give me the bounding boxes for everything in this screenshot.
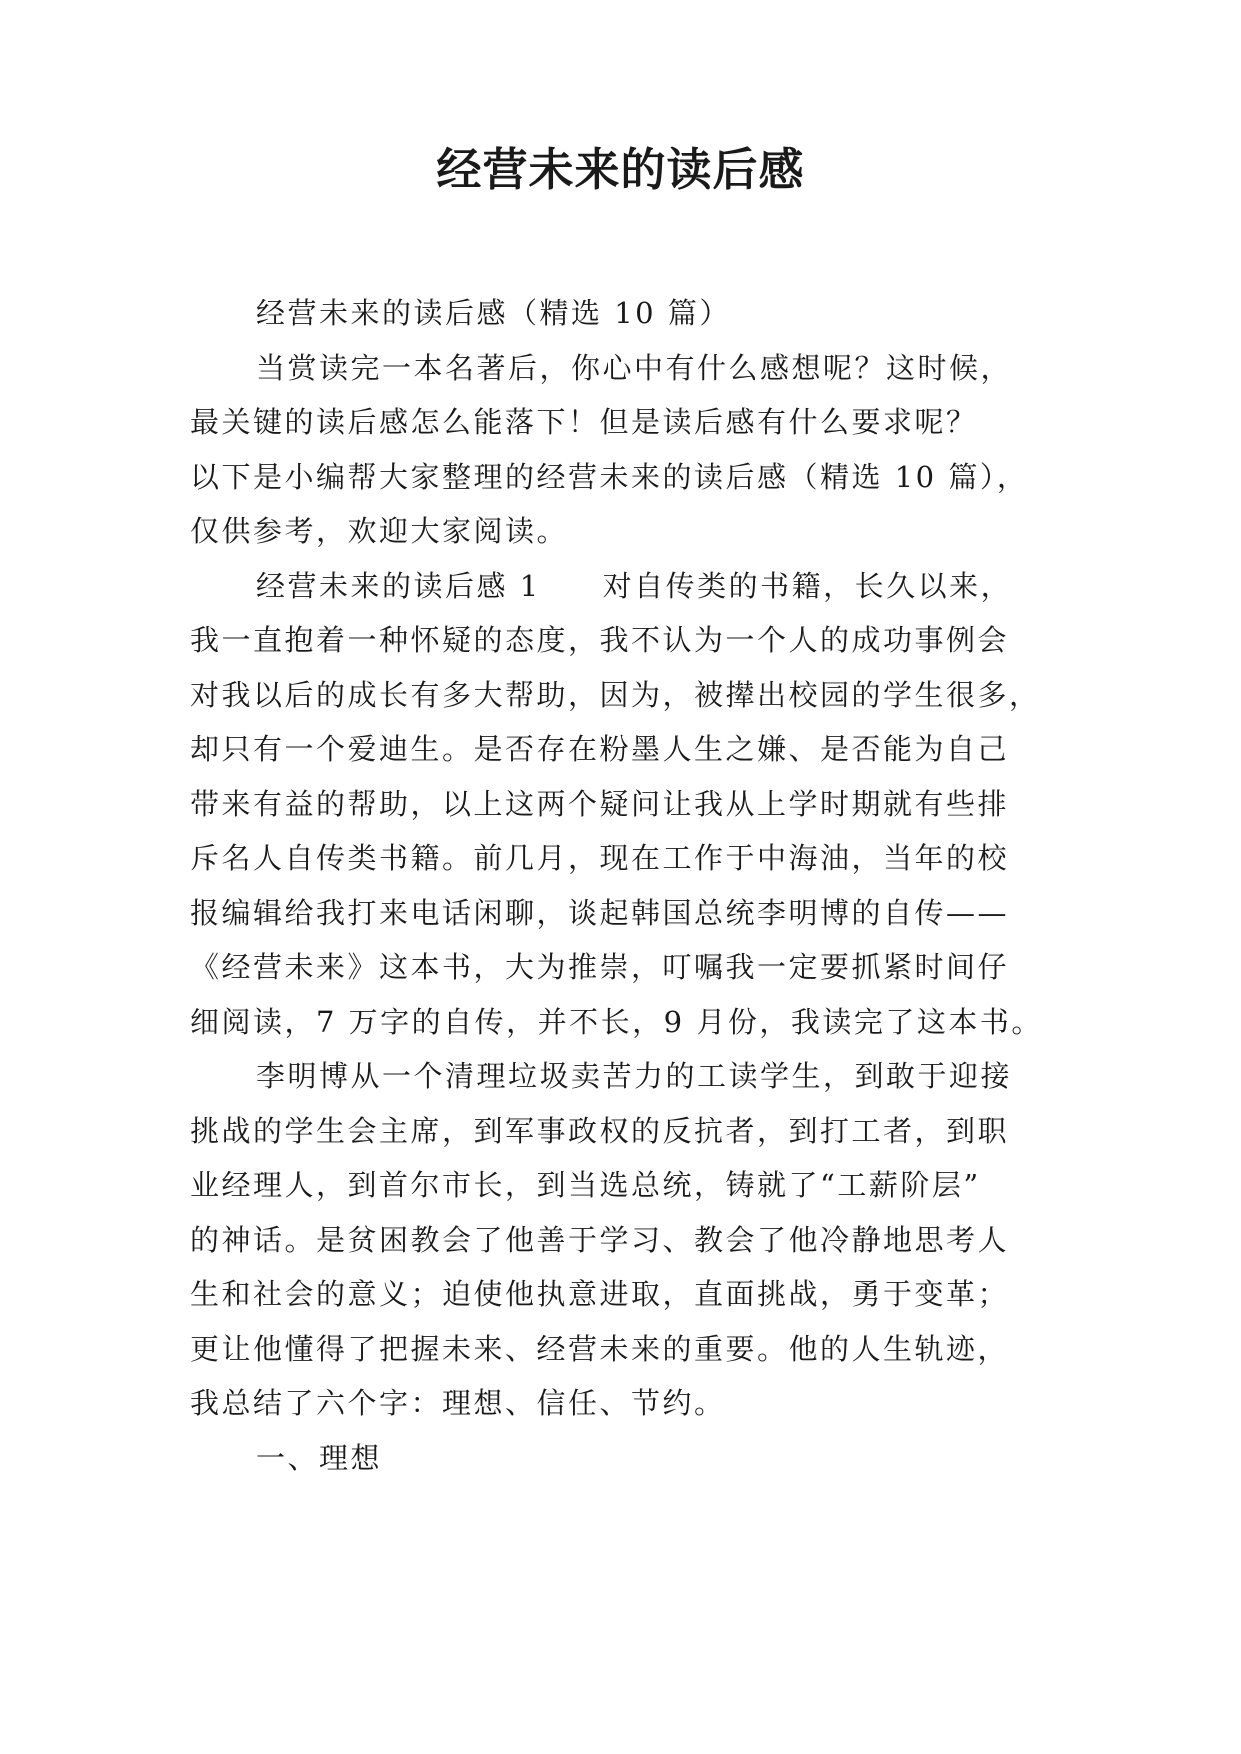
section-1-line: 报编辑给我打来电话闲聊，谈起韩国总统李明博的自传—— [190, 895, 1010, 930]
section-1-line: 细阅读，7 万字的自传，并不长，9 月份，我读完了这本书。 [190, 1004, 1043, 1039]
section-1-line: 对我以后的成长有多大帮助，因为，被撵出校园的学生很多， [190, 677, 1041, 712]
intro-line: 当赏读完一本名著后，你心中有什么感想呢？这时候， [256, 350, 1013, 385]
section-1-heading: 经营未来的读后感 1 [256, 568, 541, 603]
document-body [190, 286, 1070, 1485]
subtitle-paragraph [190, 286, 1070, 341]
biography-line: 业经理人，到首尔市长，到当选总统，铸就了“工薪阶层” [190, 1168, 981, 1202]
biography-line: 的神话。是贫困教会了他善于学习、教会了他冷静地思考人 [190, 1222, 1010, 1257]
section-heading-ideal: 一、理想 [256, 1440, 383, 1475]
biography-line: 李明博从一个清理垃圾卖苦力的工读学生，到敢于迎接 [256, 1059, 1013, 1093]
biography-line: 挑战的学生会主席，到军事政权的反抗者，到打工者，到职 [190, 1113, 1010, 1148]
ideal-heading-paragraph [190, 1431, 1070, 1486]
section-1-line: 斥名人自传类书籍。前几月，现在工作于中海油，当年的校 [190, 841, 1010, 875]
subtitle-line: 经营未来的读后感（精选 10 篇） [256, 296, 731, 330]
section-1-line: 对自传类的书籍，长久以来， [602, 568, 1013, 603]
section-1-line: 带来有益的帮助，以上这两个疑问让我从上学时期就有些排 [190, 786, 1010, 821]
section-1-paragraph [190, 559, 1070, 1050]
biography-line: 我总结了六个字：理想、信任、节约。 [190, 1386, 726, 1420]
document-title: 经营未来的读后感 [436, 143, 805, 196]
intro-line: 仅供参考，欢迎大家阅读。 [190, 514, 569, 548]
biography-line: 生和社会的意义；迫使他执意进取，直面挑战，勇于变革； [190, 1277, 1010, 1311]
intro-line: 最关键的读后感怎么能落下！但是读后感有什么要求呢？ [190, 405, 978, 439]
biography-line: 更让他懂得了把握未来、经营未来的重要。他的人生轨迹， [190, 1331, 1010, 1366]
section-1-line: 却只有一个爱迪生。是否存在粉墨人生之嫌、是否能为自己 [190, 732, 1010, 766]
intro-paragraph [190, 341, 1070, 559]
section-1-line: 《经营未来》这本书，大为推崇，叮嘱我一定要抓紧时间仔 [190, 950, 1010, 984]
section-1-line: 我一直抱着一种怀疑的态度，我不认为一个人的成功事例会 [190, 623, 1010, 657]
section-1-first-line [190, 559, 1070, 614]
intro-line: 以下是小编帮大家整理的经营未来的读后感（精选 10 篇）， [190, 459, 1029, 494]
biography-paragraph [190, 1049, 1070, 1431]
